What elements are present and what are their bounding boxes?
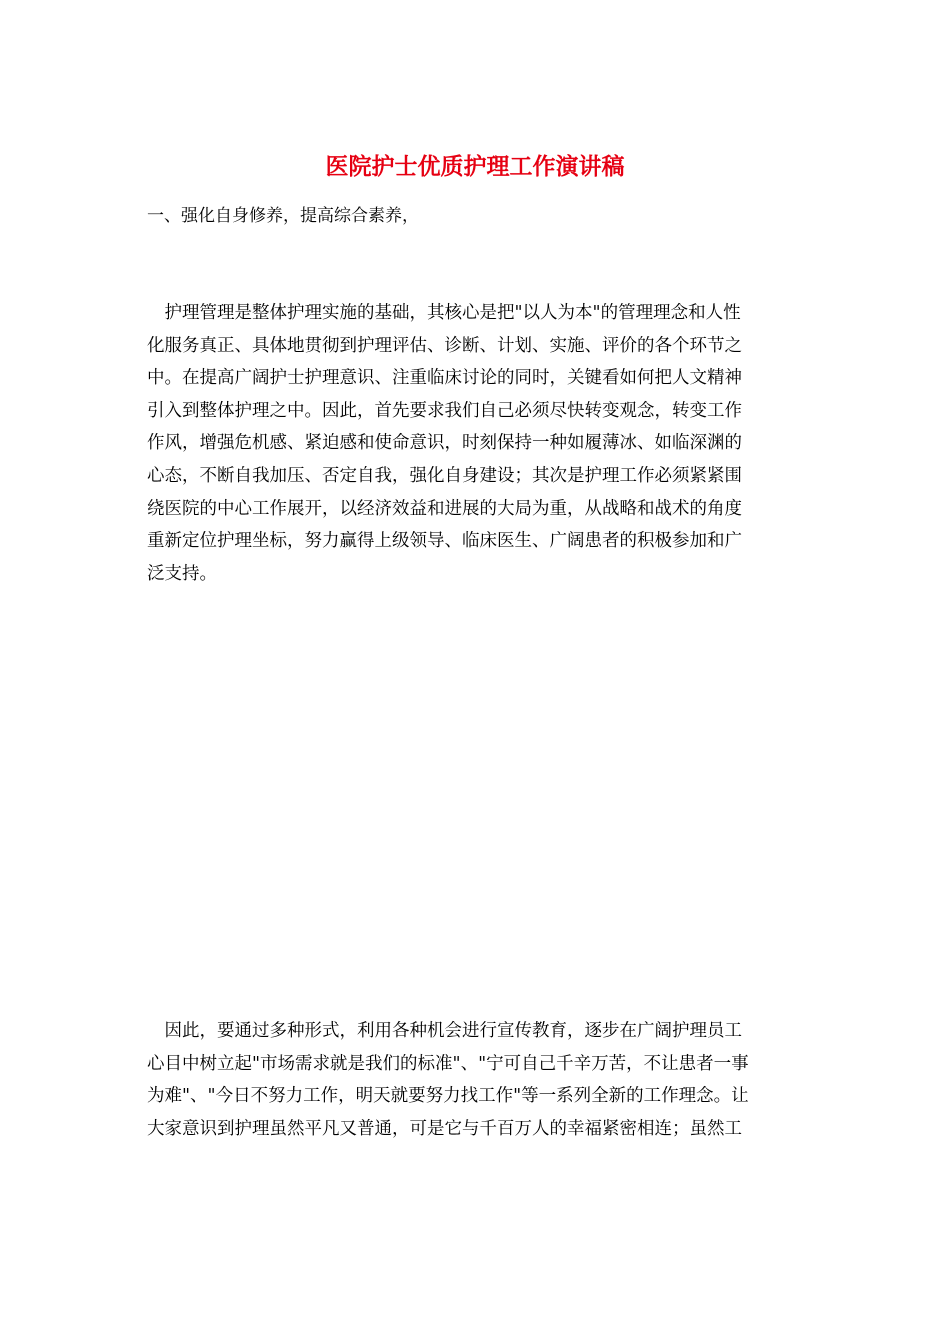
paragraph-line: 心目中树立起"市场需求就是我们的标准"、"宁可自己千辛万苦，不让患者一事 (147, 1053, 749, 1074)
paragraph-line: 绕医院的中心工作展开，以经济效益和进展的大局为重，从战略和战术的角度 (147, 498, 742, 519)
paragraph-line: 护理管理是整体护理实施的基础，其核心是把"以人为本"的管理理念和人性 (147, 303, 741, 323)
paragraph-line: 因此，要通过多种形式，利用各种机会进行宣传教育，逐步在广阔护理员工 (147, 1021, 742, 1041)
paragraph-line: 大家意识到护理虽然平凡又普通，可是它与千百万人的幸福紧密相连；虽然工 (147, 1118, 742, 1139)
paragraph-line: 重新定位护理坐标，努力赢得上级领导、临床医生、广阔患者的积极参加和广 (147, 531, 742, 552)
document-title: 医院护士优质护理工作演讲稿 (325, 153, 625, 180)
paragraph-line: 作风，增强危机感、紧迫感和使命意识，时刻保持一种如履薄冰、如临深渊的 (147, 433, 742, 454)
paragraph-line: 心态，不断自我加压、否定自我，强化自身建设；其次是护理工作必须紧紧围 (147, 465, 742, 486)
paragraph-line: 泛支持。 (147, 563, 217, 584)
paragraph-line: 化服务真正、具体地贯彻到护理评估、诊断、计划、实施、评价的各个环节之 (147, 335, 742, 356)
paragraph-2 (147, 1015, 807, 1145)
paragraph-line: 为难"、"今日不努力工作，明天就要努力找工作"等一系列全新的工作理念。让 (147, 1086, 749, 1107)
paragraph-line: 中。在提高广阔护士护理意识、注重临床讨论的同时，关键看如何把人文精神 (147, 368, 742, 389)
section-heading: 一、强化自身修养，提高综合素养， (147, 206, 419, 226)
paragraph-1 (147, 297, 807, 590)
paragraph-line: 引入到整体护理之中。因此，首先要求我们自己必须尽快转变观念，转变工作 (147, 400, 742, 421)
